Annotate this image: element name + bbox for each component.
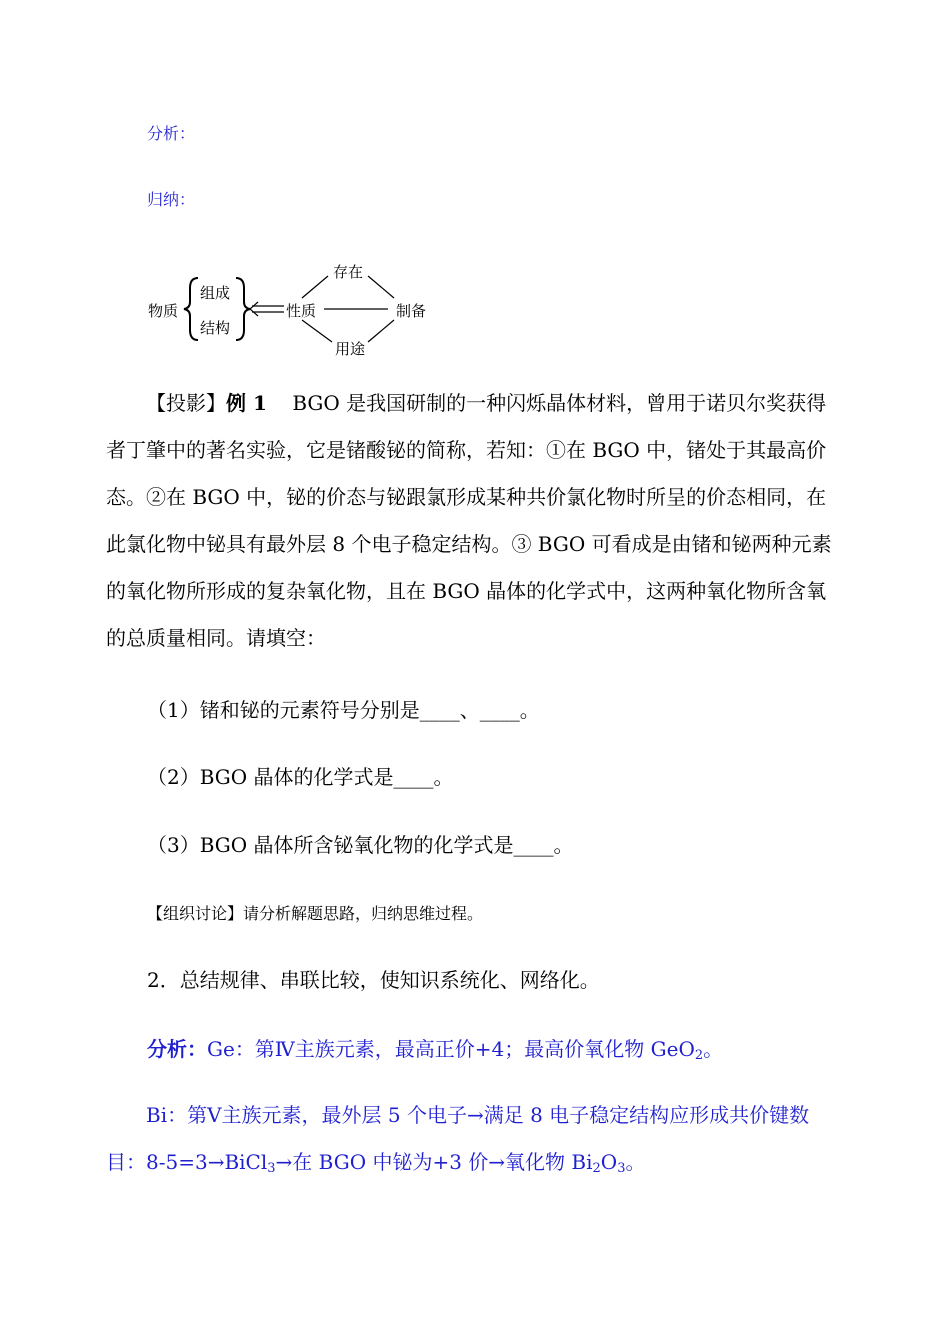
question-3: （3）BGO 晶体所含铋氧化物的化学式是____。 (147, 833, 574, 857)
ge-end: 。 (703, 1037, 724, 1061)
diagram-existence: 存在 (333, 263, 364, 281)
example-paragraph (106, 380, 846, 662)
bi-sub2: 2 (592, 1161, 601, 1176)
diagram-composition: 组成 (200, 284, 231, 302)
example-text: BGO 是我国研制的一种闪烁晶体材料，曾用于诺贝尔奖获得者丁肇中的著名实验，它是锗酸铋的简称，若知：①在 BGO 中，锗处于其最高价态。②在 BGO 中，铋的价态与铋跟氯形成某种共价氯化物时所呈的价态相同，在此氯化物中铋具有最外层 8 个电子稳定结构。③ BGO 可看成是由锗和铋两种元素的氧化物所形成的复杂氧化物，且在 BGO 晶体的化学式中，这两种氧化物所含氧的总质量相同。请填空： (106, 391, 832, 650)
bi-sub3: 3 (617, 1161, 626, 1176)
diagram-preparation: 制备 (396, 302, 427, 320)
example-tag: 【投影】 (146, 391, 226, 415)
ge-text: Ge：第Ⅳ主族元素，最高正价+4；最高价氧化物 GeO (207, 1037, 695, 1061)
question-2: （2）BGO 晶体的化学式是____。 (147, 765, 454, 789)
analysis-ge (147, 1033, 723, 1062)
point-2: 2．总结规律、串联比较，使知识系统化、网络化。 (147, 968, 600, 992)
diagram-properties: 性质 (286, 302, 317, 320)
concept-diagram (148, 258, 438, 358)
bi-o: O (600, 1150, 618, 1174)
analysis-label: 分析： (147, 1037, 207, 1061)
bi-text: Bi：第Ⅴ主族元素，最外层 5 个电子→满足 8 电子稳定结构应形成共价键数目：8-5=3→BiCl (106, 1103, 810, 1174)
bi-mid: →在 BGO 中铋为+3 价→氧化物 Bi (275, 1150, 593, 1174)
discussion-note: 【组织讨论】请分析解题思路，归纳思维过程。 (147, 904, 484, 923)
analysis-heading: 分析： (147, 124, 196, 143)
question-1: （1）锗和铋的元素符号分别是____、____。 (147, 698, 540, 722)
analysis-bi (106, 1092, 846, 1189)
diagram-substance: 物质 (148, 302, 179, 320)
diagram-usage: 用途 (335, 340, 366, 358)
example-label: 例 1 (226, 391, 267, 415)
bi-sub1: 3 (267, 1161, 276, 1176)
summary-heading: 归纳： (147, 190, 196, 209)
diagram-structure: 结构 (200, 319, 231, 337)
ge-sub: 2 (694, 1048, 704, 1063)
bi-end: 。 (625, 1150, 646, 1174)
